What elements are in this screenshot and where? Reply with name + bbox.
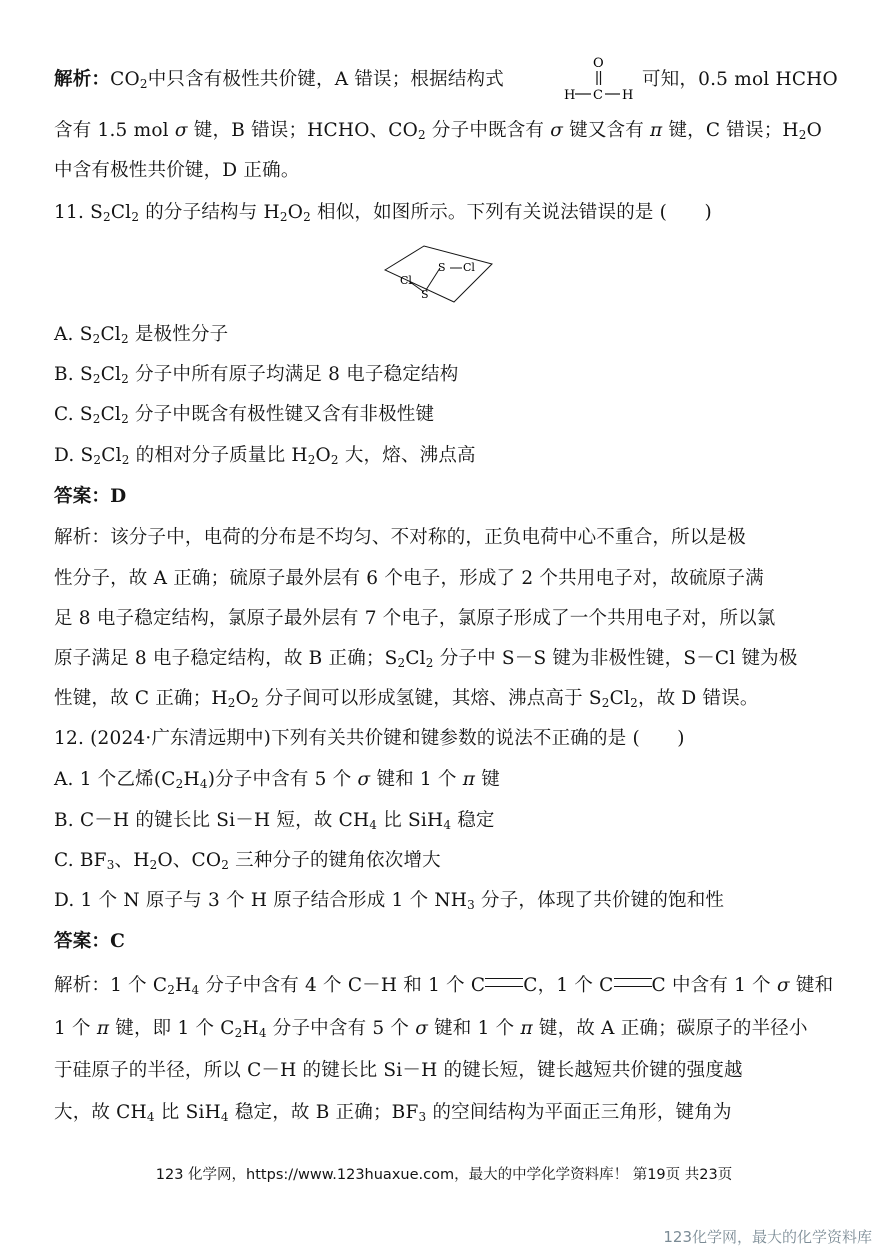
explanation-10-line-2: 含有 1.5 mol σ 键，B 错误；HCHO、$CO_2$ 分子中既含有 σ 键又含有 π 键，C 错误；$H_2O$ — [54, 120, 822, 142]
explanation-11-line-4: 原子满足 8 电子稳定结构，故 B 正确；$S_2Cl_2$ 分子中 S－S 键为非极性键，S－Cl 键为极 — [54, 648, 798, 670]
hcho-c: C — [593, 88, 603, 103]
answer-11: 答案：D — [54, 486, 127, 507]
explanation-label: 解析： — [54, 69, 111, 90]
question-11-stem: 11. $S_2Cl_2$ 的分子结构与 $H_2O_2$ 相似，如图所示。下列有关说法错误的是 ( ) — [54, 202, 712, 224]
explanation-12-line-1: 解析：1 个 $C_2H_4$ 分子中含有 4 个 C－H 和 1 个 C C，1 个 C C 中含有 1 个 σ 键和 — [54, 975, 834, 997]
answer-12: 答案：C — [54, 931, 126, 952]
s2cl2-cl-right: Cl — [463, 261, 475, 274]
hcho-h2: H — [622, 88, 634, 103]
s2cl2-structure-diagram — [380, 240, 500, 306]
question-11-option-b: B. $S_2Cl_2$ 分子中所有原子均满足 8 电子稳定结构 — [54, 364, 459, 386]
s2cl2-s-bottom: S — [421, 288, 429, 301]
double-bond — [614, 978, 652, 987]
hcho-h1: H — [564, 88, 576, 103]
question-12-option-b: B. C－H 的键长比 Si－H 短，故 $CH_4$ 比 SiH$_4$ 稳定 — [54, 810, 495, 832]
question-11-option-d: D. $S_2Cl_2$ 的相对分子质量比 $H_2O_2$ 大，熔、沸点高 — [54, 445, 476, 467]
hcho-o: O — [593, 56, 604, 71]
explanation-11-line-2: 性分子，故 A 正确；硫原子最外层有 6 个电子，形成了 2 个共用电子对，故硫原子满 — [54, 568, 764, 589]
explanation-10-line-3: 中含有极性共价键，D 正确。 — [54, 160, 300, 181]
question-11-option-a: A. $S_2Cl_2$ 是极性分子 — [54, 324, 229, 346]
question-11-option-c: C. $S_2Cl_2$ 分子中既含有极性键又含有非极性键 — [54, 404, 435, 426]
question-12-option-d: D. 1 个 N 原子与 3 个 H 原子结合形成 1 个 $NH_3$ 分子，体现了共价键的饱和性 — [54, 890, 725, 912]
explanation-11-line-5: 性键，故 C 正确；$H_2O_2$ 分子间可以形成氢键，其熔、沸点高于 $S_2Cl_2$，故 D 错误。 — [54, 688, 759, 710]
explanation-12-line-2: 1 个 π 键，即 1 个 $C_2H_4$ 分子中含有 5 个 σ 键和 1 个 π 键，故 A 正确；碳原子的半径小 — [54, 1018, 808, 1040]
explanation-12-line-4: 大，故 $CH_4$ 比 SiH$_4$ 稳定，故 B 正确；$BF_3$ 的空间结构为平面正三角形，键角为 — [54, 1102, 732, 1124]
hcho-structure — [560, 52, 638, 104]
question-12-stem: 12. (2024·广东清远期中)下列有关共价键和键参数的说法不正确的是 ( ) — [54, 728, 685, 749]
explanation-10-line-1-end: 可知，0.5 mol HCHO — [642, 69, 838, 90]
explanation-10-line-1: 解析：$CO_2$中只含有极性共价键，A 错误；根据结构式 — [54, 69, 504, 91]
page-footer: 123 化学网，https://www.123huaxue.com，最大的中学化学资料库！ 第19页 共23页 — [155, 1167, 733, 1183]
s2cl2-s-top: S — [438, 261, 446, 274]
double-bond — [485, 978, 523, 987]
question-12-option-c: C. $BF_3$、$H_2O$、$CO_2$ 三种分子的键角依次增大 — [54, 850, 441, 872]
explanation-11-line-3: 足 8 电子稳定结构，氯原子最外层有 7 个电子，氯原子形成了一个共用电子对，所以氯 — [54, 608, 776, 629]
question-12-option-a: A. 1 个乙烯$(C_2H_4)$分子中含有 5 个 σ 键和 1 个 π 键 — [54, 769, 500, 791]
s2cl2-cl-left: Cl — [400, 274, 412, 287]
explanation-12-line-3: 于硅原子的半径，所以 C－H 的键长比 Si－H 的键长短，键长越短共价键的强度越 — [54, 1060, 743, 1081]
explanation-11-line-1: 解析：该分子中，电荷的分布是不均匀、不对称的，正负电荷中心不重合，所以是极 — [54, 527, 746, 548]
site-watermark: 123化学网，最大的化学资料库 — [663, 1228, 872, 1246]
